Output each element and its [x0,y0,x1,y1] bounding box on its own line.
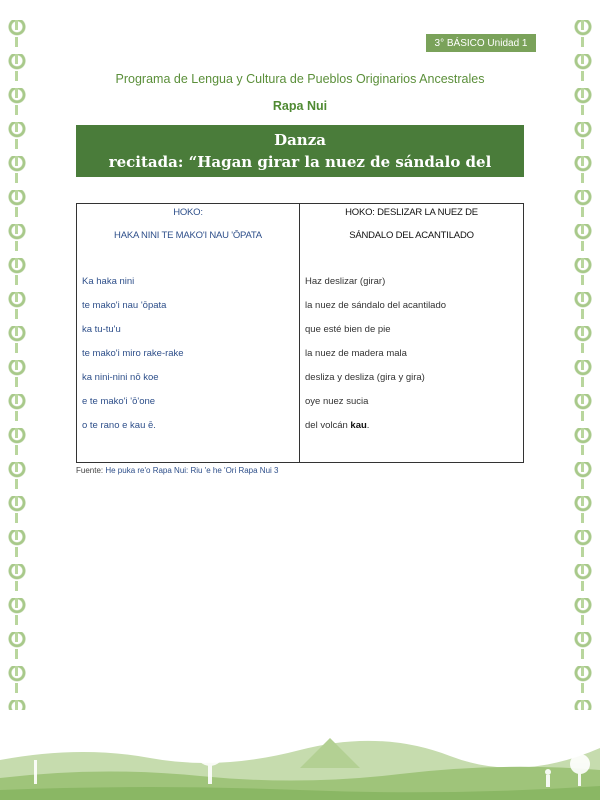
spanish-line: desliza y desliza (gira y gira) [305,372,425,383]
rapanui-column [77,204,300,462]
tree-trunk-icon [578,770,581,786]
source-text: He puka re'o Rapa Nui: Riu 'e he 'Ori Rapa Nui 3 [105,466,279,475]
program-title: Programa de Lengua y Cultura de Pueblos Originarios Ancestrales [115,72,485,86]
right-ornament-border [570,20,596,710]
rapanui-line: e te mako'i 'ō'one [82,396,156,407]
person-icon [545,769,551,775]
rapanui-lines [82,276,295,444]
spanish-line: que esté bien de pie [305,324,391,335]
rapanui-line: ka tu-tu'u [82,324,121,335]
spanish-line: oye nuez sucia [305,396,369,407]
rapanui-line: o te rano e kau ē. [82,420,156,431]
spanish-column [300,204,523,462]
person-body-icon [546,775,550,787]
source-label: Fuente: [76,466,106,475]
bold-word: kau [350,420,367,431]
subject-title: Rapa Nui [272,99,328,113]
spanish-header-line-2: SÁNDALO DEL ACANTILADO [349,230,474,241]
heading-line-1: Hoko: “HAKA NINI TE MAKO'I NAU 'ŌPATA” / Danza [106,109,494,149]
rapanui-line: te mako'i miro rake-rake [82,348,184,359]
spanish-header-line-1: HOKO: DESLIZAR LA NUEZ DE [345,207,478,218]
unit-badge: 3° BÁSICO Unidad 1 [426,34,536,52]
spanish-lines [305,276,519,444]
rapanui-line: te mako'i nau 'ōpata [82,300,167,311]
spanish-line: la nuez de sándalo del acantilado [305,300,447,311]
rapanui-header-line-1: HOKO: [173,207,203,218]
rapanui-line: ka nini-nini nō koe [82,372,159,383]
main-heading [76,109,524,193]
spanish-line-last [305,420,519,444]
rapanui-header-line-2: HAKA NINI TE MAKO'I NAU 'ŌPATA [114,230,262,241]
spanish-line-last-text: del volcán [305,420,351,431]
final-period: . [366,420,370,431]
rapanui-line: Ka haka nini [82,276,135,287]
lyrics-table [76,203,524,463]
spanish-line: la nuez de madera mala [305,348,407,359]
left-ornament-border [4,20,30,710]
landscape-illustration [0,690,600,800]
spanish-line: Haz deslizar (girar) [305,276,386,287]
tree-trunk-icon [208,760,212,784]
source-note [76,466,278,475]
heading-line-2: recitada: “Hagan girar la nuez de sándalo del ancantilado” [108,153,492,193]
cactus-icon [34,760,37,784]
